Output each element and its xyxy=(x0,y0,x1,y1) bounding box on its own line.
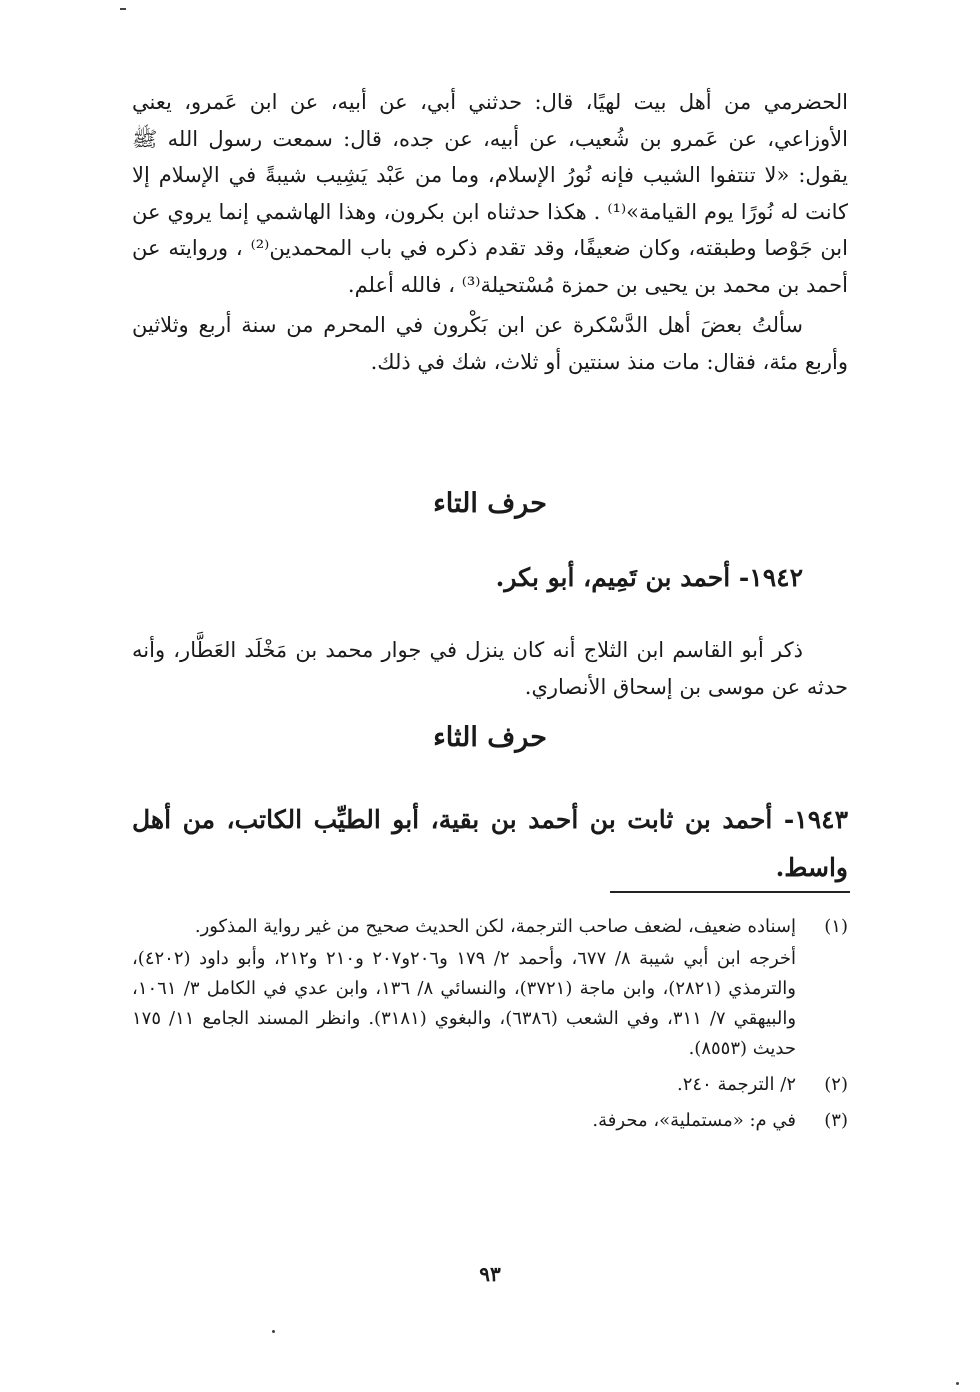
footnote-number: (٣) xyxy=(824,1110,848,1131)
section-heading-ta: حرف التاء xyxy=(433,488,547,519)
scan-speck xyxy=(120,8,126,10)
footnote-text: ٢/ الترجمة ٢٤٠. xyxy=(677,1074,796,1095)
entry-1943-heading: ١٩٤٣- أحمد بن ثابت بن أحمد بن بقية، أبو الطيِّب الكاتب، من أهل واسط. xyxy=(132,805,848,882)
footnote-2 xyxy=(132,1070,848,1100)
footnote-number: (١) xyxy=(824,916,848,937)
paragraph-1: الحضرمي من أهل بيت لهيًا، قال: حدثني أبي، عن أبيه، عن ابن عَمرو، يعني الأوزاعي، عن عَمرو بن شُعيب، عن أبيه، عن جده، قال: سمعت رسول الله ﷺ يقول: «لا تنتفوا الشيب فإنه نُورُ الإسلام، وما من عَبْد يَشِيب شيبةً في الإسلام إلا كانت له نُورًا يوم القيامة»⁽¹⁾ . هكذا حدثناه ابن بكرون، وهذا الهاشمي إنما يروي عن ابن جَوْصا وطبقته، وكان ضعيفًا، وقد تقدم ذكره في باب المحمدين⁽²⁾ ، وروايته عن أحمد بن محمد بن يحيى بن حمزة مُسْتحيلة⁽³⁾ ، فالله أعلم. xyxy=(132,90,848,297)
footnote-number xyxy=(796,944,848,1064)
footnote-separator xyxy=(610,891,850,893)
scan-speck xyxy=(272,1330,275,1333)
footnote-1-continued xyxy=(132,944,848,1064)
entry-1942-heading: ١٩٤٢- أحمد بن تَمِيم، أبو بكر. xyxy=(495,563,803,592)
footnote-3 xyxy=(132,1106,848,1136)
footnote-1 xyxy=(132,912,848,942)
section-heading-tha: حرف الثاء xyxy=(433,722,547,753)
footnote-number: (٢) xyxy=(824,1074,848,1095)
paragraph-2: سألتُ بعضَ أهل الدَّسْكرة عن ابن بَكْرون في المحرم من سنة أربع وثلاثين وأربع مئة، فقال: مات منذ سنتين أو ثلاث، شك في ذلك. xyxy=(132,313,848,374)
main-text xyxy=(132,84,848,380)
entry-1942-text: ذكر أبو القاسم ابن الثلاج أنه كان ينزل في جوار محمد بن مَخْلَد العَطَّار، وأنه حدثه عن موسى بن إسحاق الأنصاري. xyxy=(132,638,848,699)
footnote-text: أخرجه ابن أبي شيبة ٨/ ٦٧٧، وأحمد ٢/ ١٧٩ و٢٠٦و٢٠٧ و٢١٠ و٢١٢، وأبو داود (٤٢٠٢)، والترمذي (٢٨٢١)، وابن ماجة (٣٧٢١)، والنسائي ٨/ ١٣٦، وابن عدي في الكامل ٣/ ١٠٦١، والبيهقي ٧/ ٣١١، وفي الشعب (٦٣٨٦)، والبغوي (٣١٨١). وانظر المسند الجامع ١١/ ١٧٥ حديث (٨٥٥٣). xyxy=(132,948,797,1059)
footnote-text: في م: «مستملية»، محرفة. xyxy=(592,1110,796,1131)
footnotes xyxy=(132,912,848,1136)
page-number: ٩٣ xyxy=(479,1262,501,1286)
footnote-text: إسناده ضعيف، لضعف صاحب الترجمة، لكن الحديث صحيح من غير رواية المذكور. xyxy=(194,916,796,937)
scan-speck xyxy=(956,1382,959,1385)
